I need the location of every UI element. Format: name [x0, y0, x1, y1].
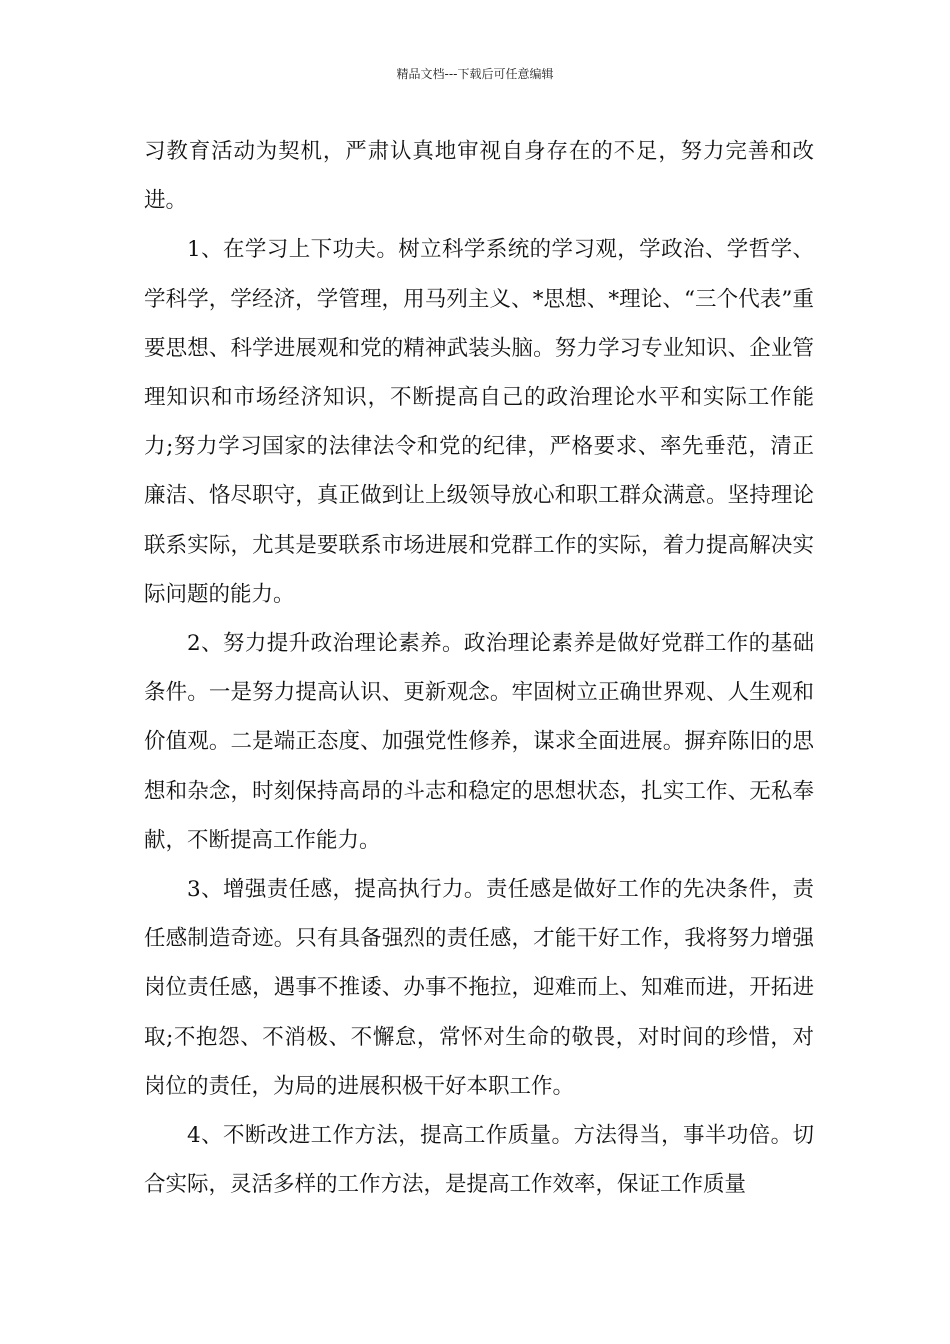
paragraph-continuation: 习教育活动为契机，严肃认真地审视自身存在的不足，努力完善和改进。 — [144, 139, 814, 214]
paragraph-4: 4、不断改进工作方法，提高工作质量。方法得当，事半功倍。切合实际，灵活多样的工作方法，是提高工作效率，保证工作质量 — [144, 1123, 814, 1198]
page-header: 精品文档---下载后可任意编辑 — [396, 67, 554, 81]
paragraph-3: 3、增强责任感，提高执行力。责任感是做好工作的先决条件，责任感制造奇迹。只有具备强烈的责任感，才能干好工作，我将努力增强岗位责任感，遇事不推诿、办事不拖拉，迎难而上、知难而进，开拓进取;不抱怨、不消极、不懈怠，常怀对生命的敬畏，对时间的珍惜，对岗位的责任，为局的进展积极干好本职工作。 — [144, 877, 814, 1099]
paragraph-1: 1、在学习上下功夫。树立科学系统的学习观，学政治、学哲学、学科学，学经济，学管理，用马列主义、*思想、*理论、“三个代表”重要思想、科学进展观和党的精神武装头脑。努力学习专业知识、企业管理知识和市场经济知识，不断提高自己的政治理论水平和实际工作能力;努力学习国家的法律法令和党的纪律，严格要求、率先垂范，清正廉洁、恪尽职守，真正做到让上级领导放心和职工群众满意。坚持理论联系实际，尤其是要联系市场进展和党群工作的实际，着力提高解决实际问题的能力。 — [144, 237, 814, 607]
paragraph-2: 2、努力提升政治理论素养。政治理论素养是做好党群工作的基础条件。一是努力提高认识、更新观念。牢固树立正确世界观、人生观和价值观。二是端正态度、加强党性修养，谋求全面进展。摒弃陈旧的思想和杂念，时刻保持高昂的斗志和稳定的思想状态，扎实工作、无私奉献，不断提高工作能力。 — [144, 631, 814, 853]
document-body — [144, 127, 814, 1209]
